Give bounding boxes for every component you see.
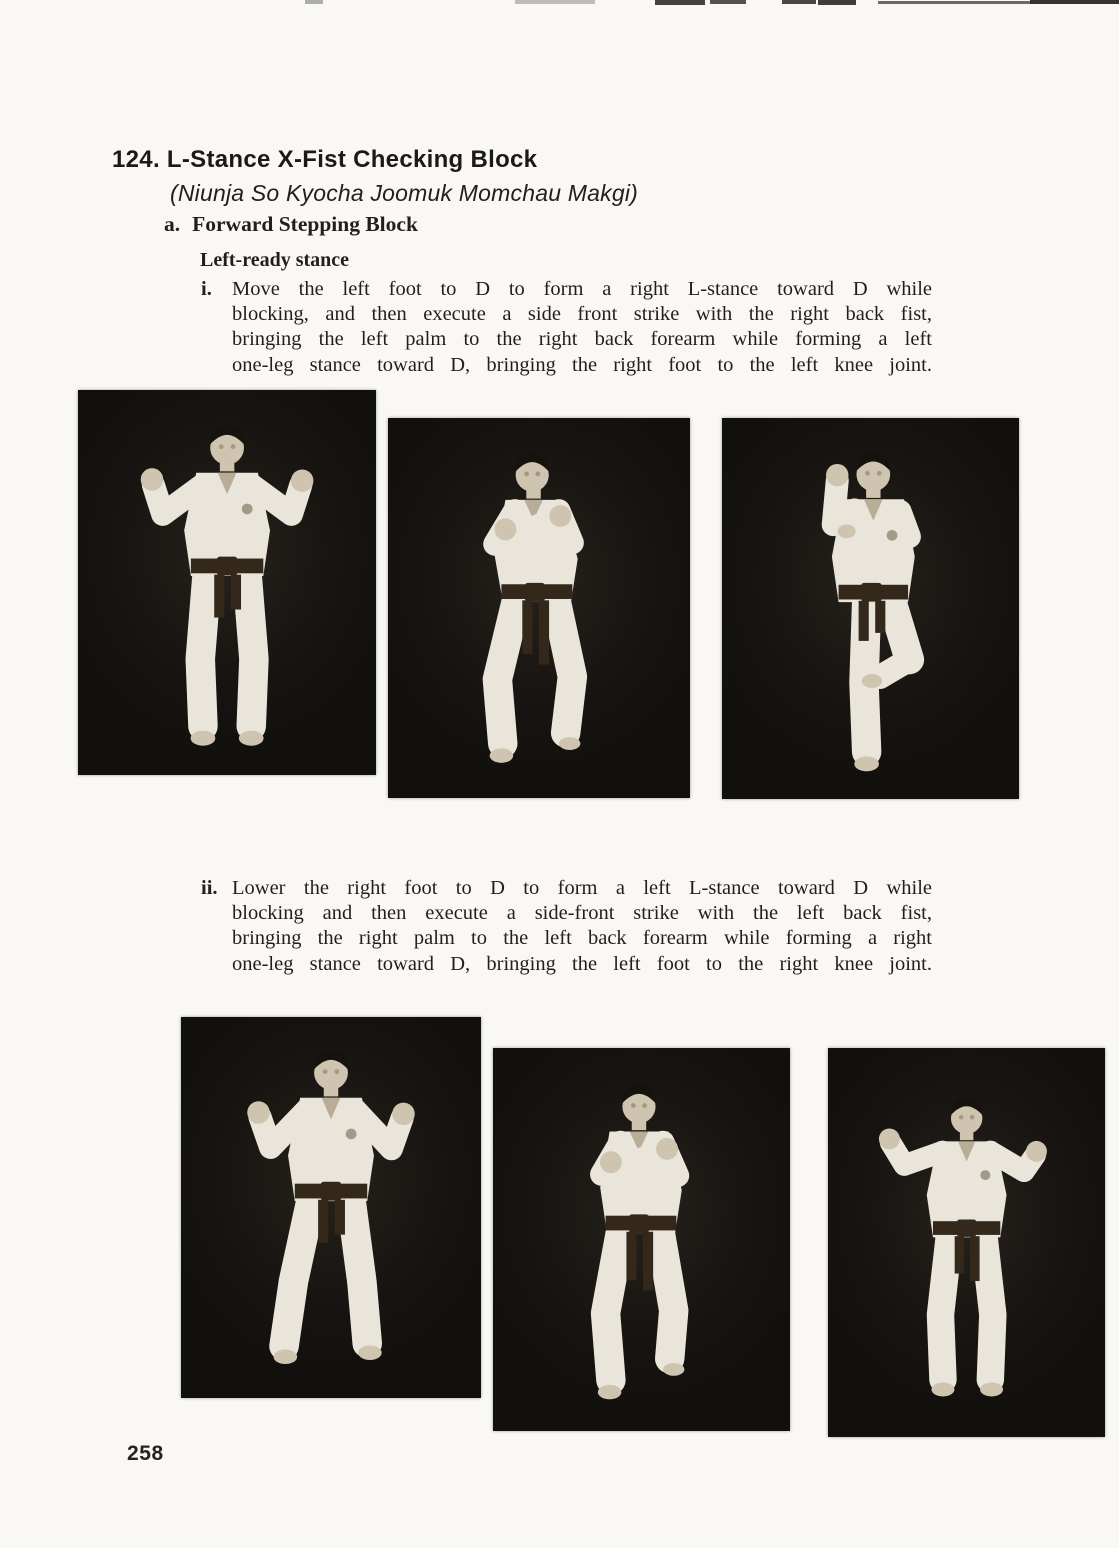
step-text-line: bringing the left palm to the right back forearm while forming a left: [232, 328, 932, 351]
scan-artifact: [1030, 0, 1119, 4]
scan-artifact: [515, 0, 595, 4]
photo-step-i-2: [388, 418, 690, 798]
step-text-line: bringing the right palm to the left back forearm while forming a right: [232, 927, 932, 950]
scan-artifact: [655, 0, 705, 5]
step-text-line: blocking, and then execute a side front strike with the right back fist,: [232, 303, 932, 326]
step-i-numeral: i.: [201, 278, 212, 300]
step-i: [201, 277, 932, 378]
scan-artifact: [305, 0, 323, 4]
subsection-heading: [164, 212, 418, 237]
martial-artist-figure: [196, 1032, 466, 1386]
scan-artifact: [710, 0, 746, 4]
scan-artifact: [782, 0, 816, 4]
section-number: 124.: [112, 146, 160, 173]
photo-step-i-3: [722, 418, 1019, 799]
martial-artist-figure: [842, 1064, 1091, 1426]
stance-heading: Left-ready stance: [200, 249, 350, 271]
romanized-title: (Niunja So Kyocha Joomuk Momchau Makgi): [170, 180, 638, 206]
subsection-marker: a.: [164, 212, 181, 236]
martial-artist-figure: [403, 433, 675, 786]
photo-step-ii-1: [181, 1017, 481, 1398]
photo-step-i-1: [78, 390, 376, 775]
section-heading: [112, 146, 537, 174]
subsection-title: Forward Stepping Block: [192, 212, 418, 236]
step-text-line: Lower the right foot to D to form a left L-stance toward D while: [232, 877, 932, 899]
step-text-line: Move the left foot to D to form a right L-stance toward D while: [232, 278, 932, 300]
section-title: L-Stance X-Fist Checking Block: [166, 146, 538, 173]
step-text-line: blocking and then execute a side-front strike with the left back fist,: [232, 902, 932, 925]
page-number: 258: [127, 1442, 164, 1465]
photo-step-ii-3: [828, 1048, 1105, 1437]
step-ii: [201, 876, 932, 977]
martial-artist-figure: [508, 1063, 775, 1419]
martial-artist-figure: [93, 405, 361, 763]
martial-artist-figure: [737, 433, 1004, 787]
step-ii-numeral: ii.: [201, 877, 218, 899]
step-ii-text: [232, 876, 932, 977]
step-text-line: one-leg stance toward D, bringing the right foot to the left knee joint.: [232, 353, 932, 376]
step-text-line: one-leg stance toward D, bringing the left foot to the right knee joint.: [232, 952, 932, 975]
step-i-text: [232, 277, 932, 378]
photo-step-ii-2: [493, 1048, 790, 1431]
scan-artifact: [818, 0, 856, 5]
